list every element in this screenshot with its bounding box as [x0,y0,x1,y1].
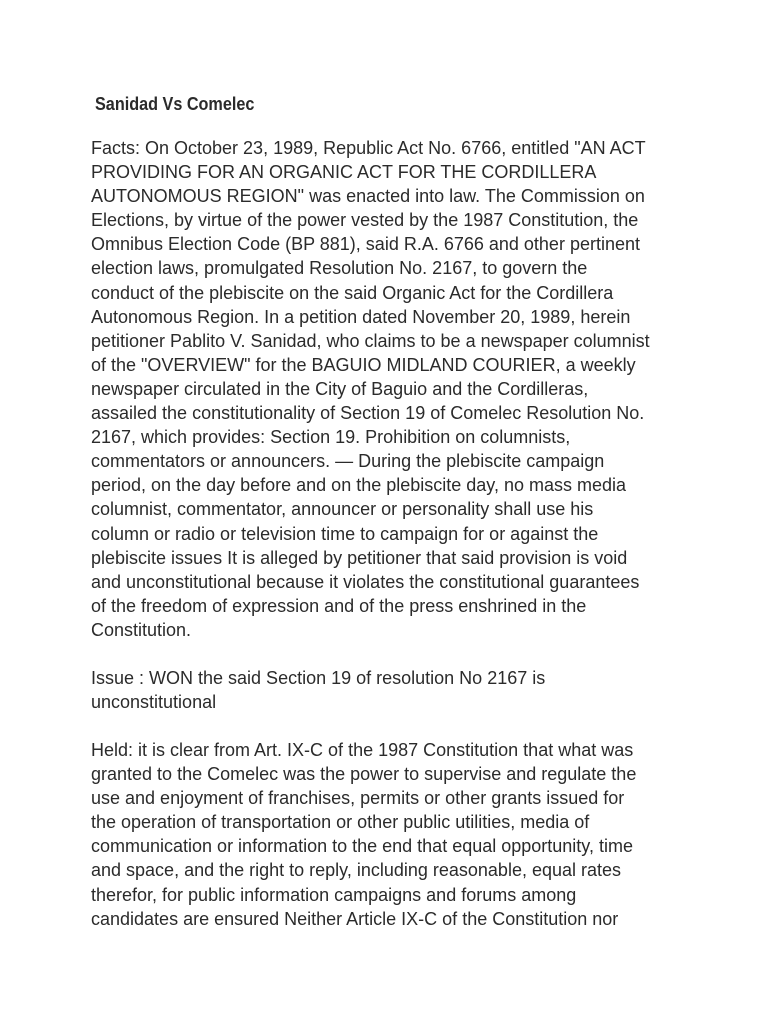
text-line: communication or information to the end that equal opportunity, time [91,836,633,857]
text-line: of the "OVERVIEW" for the BAGUIO MIDLAND COURIER, a weekly [91,354,636,375]
text-line: and unconstitutional because it violates the constitutional guarantees [91,571,640,592]
text-line: column or radio or television time to campaign for or against the [91,523,599,544]
text-line: granted to the Comelec was the power to supervise and regulate the [91,764,637,785]
text-line: petitioner Pablito V. Sanidad, who claims to be a newspaper columnist [91,330,650,351]
text-line: therefor, for public information campaigns and forums among [91,884,577,905]
text-line: columnist, commentator, announcer or personality shall use his [91,499,594,520]
text-line: 2167, which provides: Section 19. Prohibition on columnists, [91,427,571,448]
text-line: and space, and the right to reply, including reasonable, equal rates [91,860,622,881]
text-line: plebiscite issues It is alleged by petitioner that said provision is void [91,547,628,568]
text-line: use and enjoyment of franchises, permits or other grants issued for [91,788,625,809]
text-line: unconstitutional [91,692,217,713]
issue-paragraph [91,666,691,714]
text-line: Issue : WON the said Section 19 of resolution No 2167 is [91,668,546,688]
text-line: of the freedom of expression and of the press enshrined in the [91,595,587,616]
text-line: candidates are ensured Neither Article IX-C of the Constitution nor [91,908,619,929]
text-line: newspaper circulated in the City of Baguio and the Cordilleras, [91,378,589,399]
document-title: Sanidad Vs Comelec [95,94,255,114]
text-line: commentators or announcers. — During the plebiscite campaign [91,451,605,472]
text-line: Facts: On October 23, 1989, Republic Act No. 6766, entitled "AN ACT [91,138,646,158]
text-line: Autonomous Region. In a petition dated November 20, 1989, herein [91,306,631,327]
text-line: election laws, promulgated Resolution No. 2167, to govern the [91,258,588,279]
text-line: Constitution. [91,619,192,640]
text-line: Elections, by virtue of the power vested by the 1987 Constitution, the [91,210,639,231]
text-line: AUTONOMOUS REGION" was enacted into law. The Commission on [91,186,645,207]
text-line: PROVIDING FOR AN ORGANIC ACT FOR THE CORDILLERA [91,162,597,183]
facts-paragraph [91,136,691,642]
text-line: Omnibus Election Code (BP 881), said R.A. 6766 and other pertinent [91,234,640,255]
held-paragraph [91,738,691,931]
text-line: assailed the constitutionality of Section 19 of Comelec Resolution No. [91,403,645,424]
text-line: period, on the day before and on the plebiscite day, no mass media [91,475,627,496]
text-line: conduct of the plebiscite on the said Organic Act for the Cordillera [91,282,614,303]
text-line: Held: it is clear from Art. IX-C of the 1987 Constitution that what was [91,740,634,760]
text-line: the operation of transportation or other public utilities, media of [91,812,590,833]
